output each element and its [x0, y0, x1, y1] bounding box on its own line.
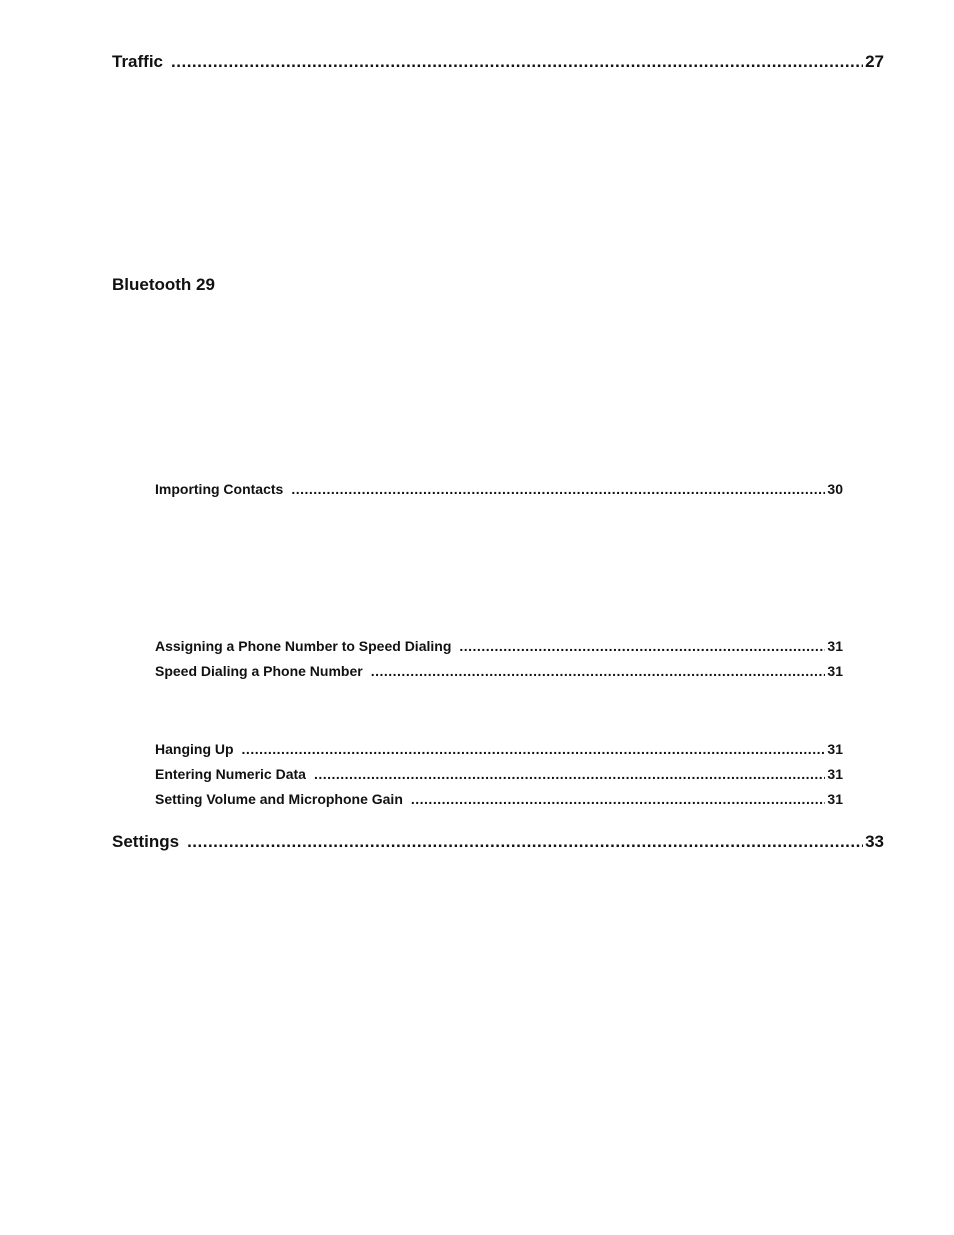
toc-entry-label: Settings [112, 832, 180, 851]
dot-leader [171, 53, 863, 70]
toc-entry-traffic[interactable] [112, 53, 884, 70]
toc-entry-bluetooth[interactable]: Bluetooth 29 [112, 275, 215, 294]
toc-entry-settings[interactable] [112, 833, 884, 850]
toc-entry-assigning-speed-dial[interactable] [155, 639, 843, 653]
toc-entry-page-number: 27 [865, 52, 884, 71]
toc-entry-label: Hanging Up [155, 741, 234, 757]
toc-entry-label: Setting Volume and Microphone Gain [155, 791, 403, 807]
toc-entry-importing-contacts[interactable] [155, 482, 843, 496]
toc-entry-page-number: 31 [827, 741, 843, 757]
dot-leader [242, 742, 826, 756]
dot-leader [187, 833, 863, 850]
dot-leader [314, 767, 825, 781]
toc-entry-page-number: 31 [827, 766, 843, 782]
toc-entry-setting-volume[interactable] [155, 792, 843, 806]
dot-leader [459, 639, 825, 653]
dot-leader [411, 792, 826, 806]
toc-entry-entering-numeric-data[interactable] [155, 767, 843, 781]
toc-entry-page-number: 30 [827, 481, 843, 497]
dot-leader [291, 482, 825, 496]
toc-entry-label: Importing Contacts [155, 481, 284, 497]
toc-entry-label: Entering Numeric Data [155, 766, 306, 782]
toc-entry-label: Assigning a Phone Number to Speed Dialing [155, 638, 452, 654]
toc-entry-speed-dialing[interactable] [155, 664, 843, 678]
toc-entry-label: Traffic [112, 52, 164, 71]
toc-entry-page-number: 31 [827, 663, 843, 679]
toc-entry-page-number: 33 [865, 832, 884, 851]
toc-entry-label: Speed Dialing a Phone Number [155, 663, 363, 679]
toc-entry-hanging-up[interactable] [155, 742, 843, 756]
dot-leader [371, 664, 826, 678]
toc-entry-page-number: 31 [827, 791, 843, 807]
toc-entry-page-number: 31 [827, 638, 843, 654]
